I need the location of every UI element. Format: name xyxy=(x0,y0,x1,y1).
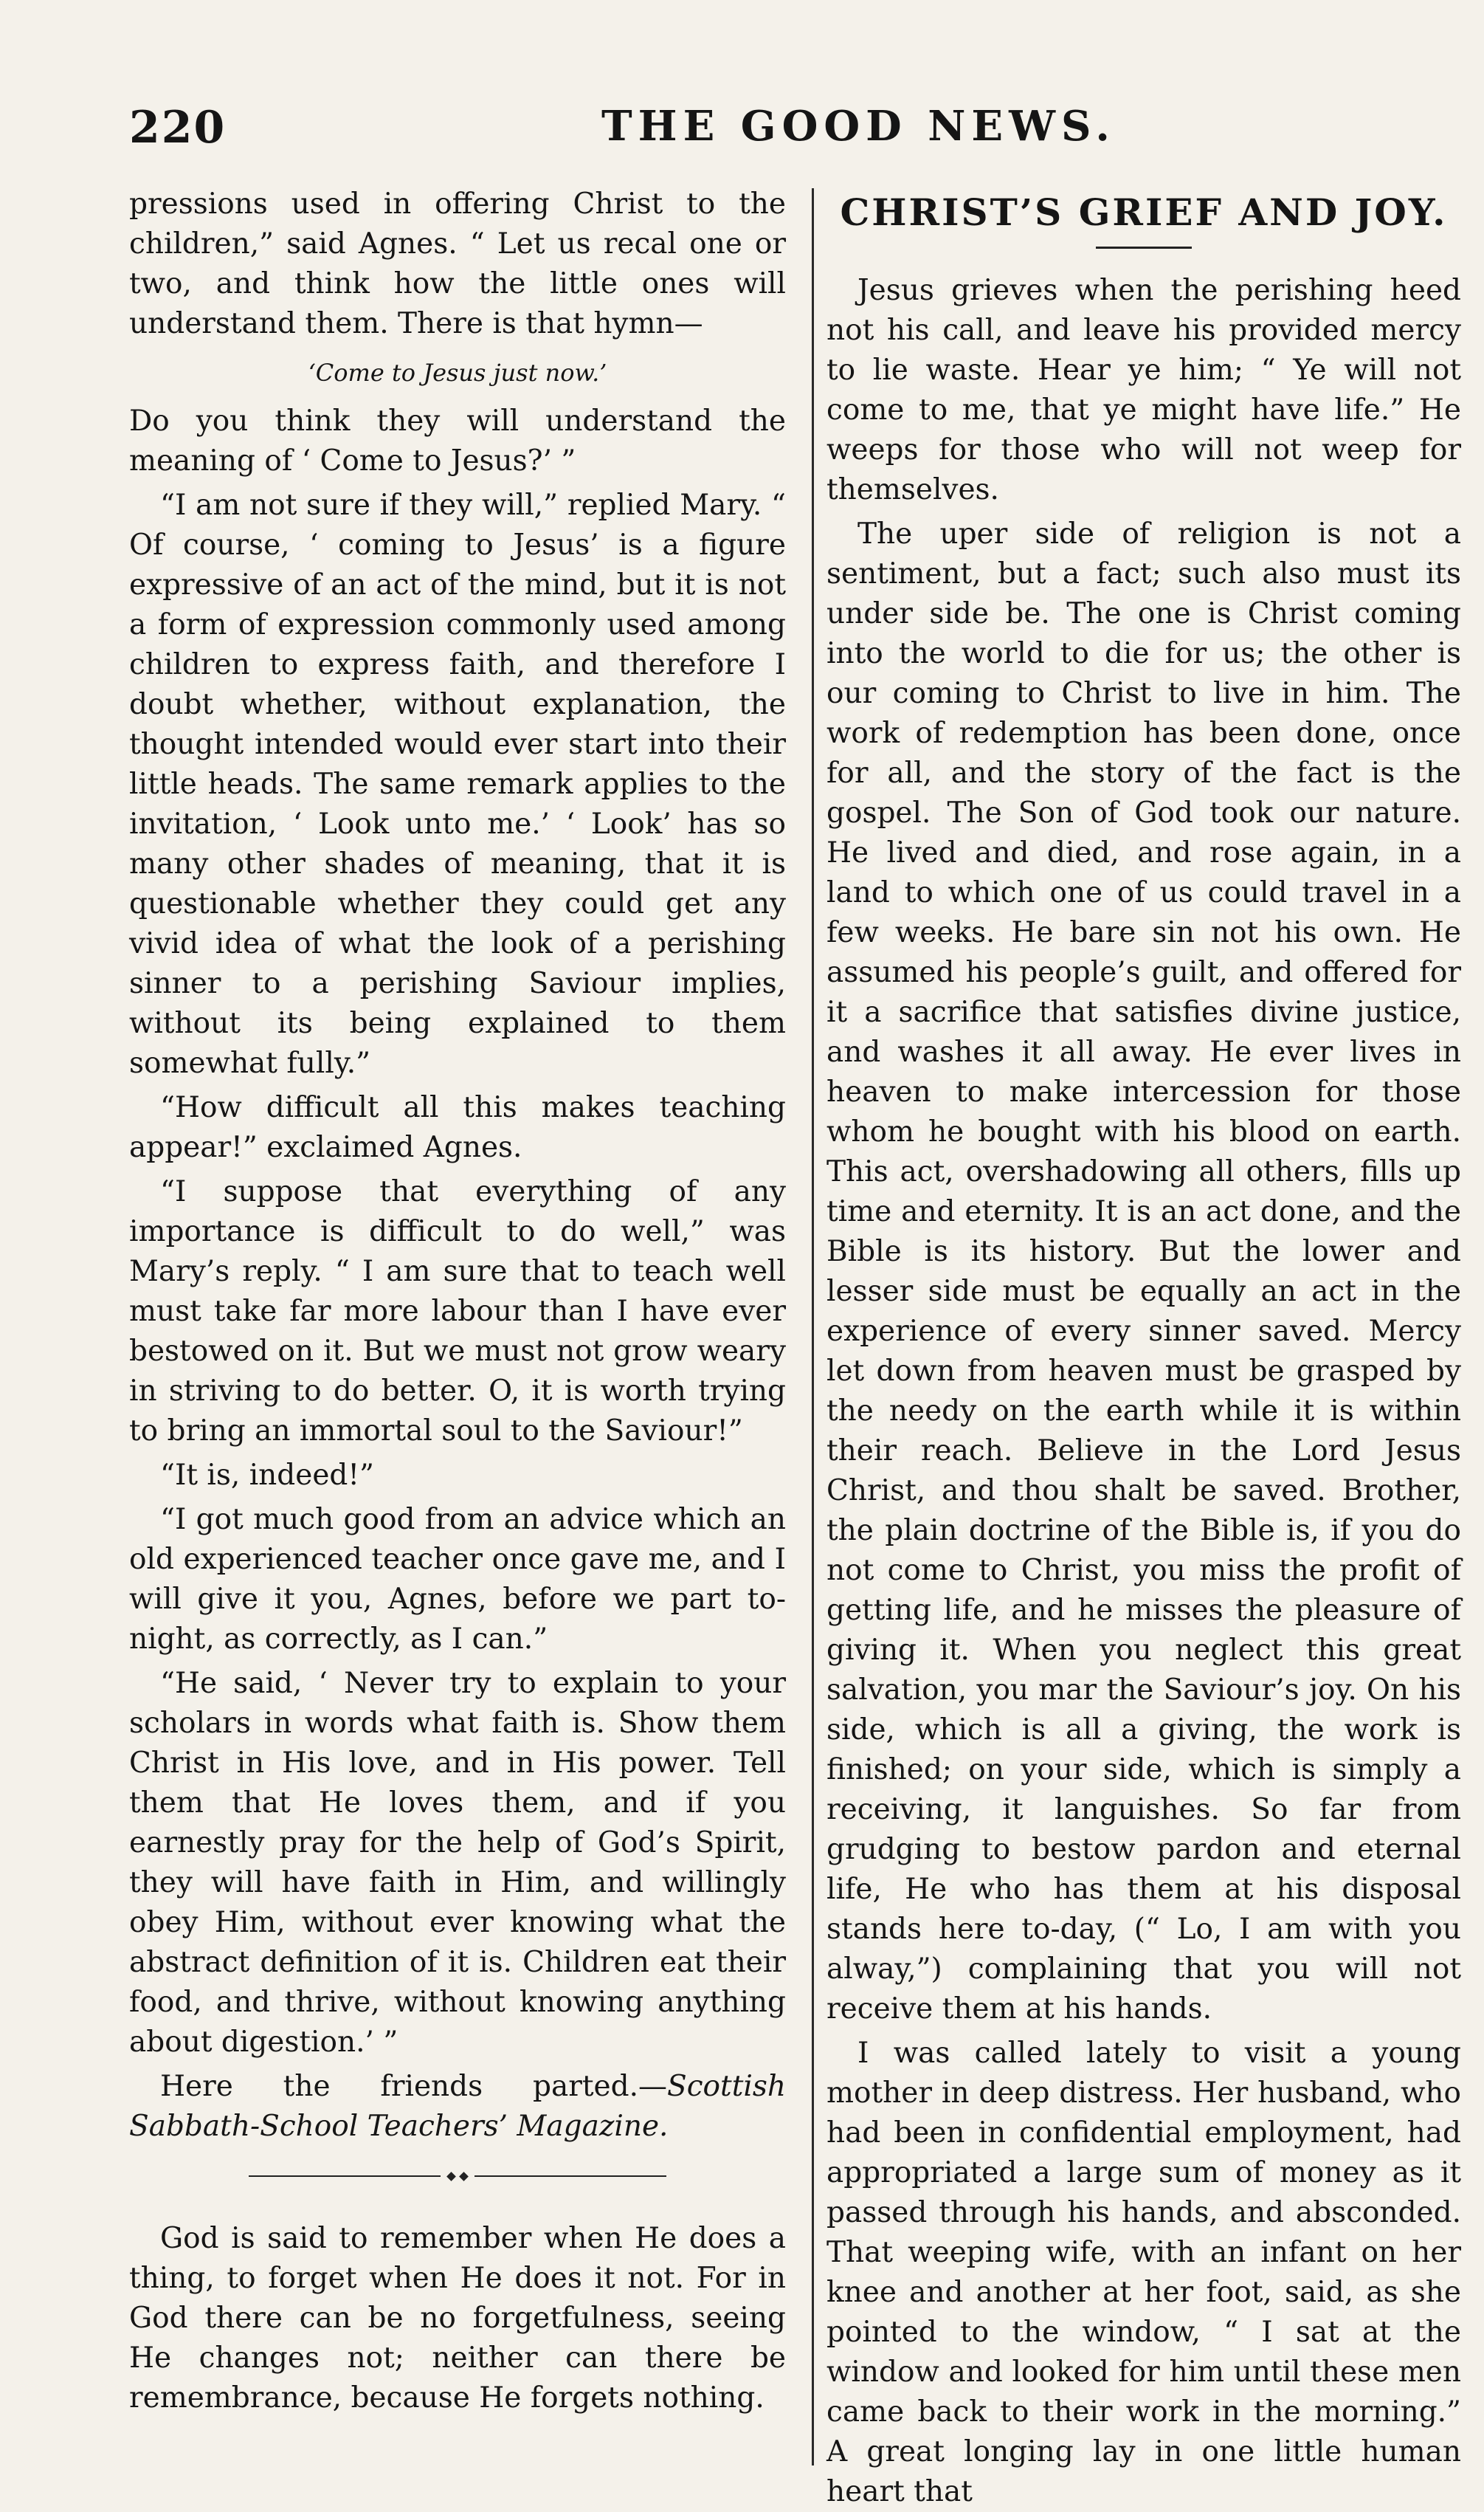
paragraph: “He said, ‘ Never try to explain to your scholars in words what faith is. Show them Christ in His love, and in His power. Tell them that He loves them, and if you earnestly pray for the help of God’s Spirit, they will have faith in Him, and willingly obey Him, without ever knowing what the abstract definition of it is. Children eat their food, and thrive, without knowing anything about digestion.’ ” xyxy=(129,1667,786,2059)
paragraph: “I suppose that everything of any importance is difficult to do well,” was Mary’s reply. “ I am sure that to teach well must take far more labour than I have ever bestowed on it. But we must not grow weary in striving to do better. O, it is worth trying to bring an immortal soul to the Saviour!” xyxy=(129,1175,786,1448)
paragraph: I was called lately to visit a young mother in deep distress. Her husband, who had been in confidential employment, had appropriated a large sum of money as it passed through his hands, and absconded. That weeping wife, with an infant on her knee and another at her foot, said, as she pointed to the window, “ I sat at the window and looked for him until these men came back to their work in the morning.” A great longing lay in one little human heart that xyxy=(826,2037,1461,2508)
paragraph: Jesus grieves when the perishing heed not his call, and leave his provided mercy to lie waste. Hear ye him; “ Ye will not come to me, that ye might have life.” He weeps for those who will not weep for themselves. xyxy=(826,274,1461,506)
paragraph: “I am not sure if they will,” replied Mary. “ Of course, ‘ coming to Jesus’ is a figure expressive of an act of the mind, but it is not a form of expression commonly used among children to express faith, and therefore I doubt whether, without explanation, the thought intended would ever start into their little heads. The same remark applies to the invitation, ‘ Look unto me.’ ‘ Look’ has so many other shades of meaning, that it is questionable whether they could get any vivid idea of what the look of a perishing sinner to a perishing Saviour implies, without its being explained to them somewhat fully.” xyxy=(129,489,786,1080)
paragraph: The uper side of religion is not a sentiment, but a fact; such also must its under side be. The one is Christ coming into the world to die for us; the other is our coming to Christ to live in him. The work of redemption has been done, once for all, and the story of the fact is the gospel. The Son of God took our nature. He lived and died, and rose again, in a land to which one of us could travel in a few weeks. He bare sin not his own. He assumed his people’s guilt, and offered for it a sacrifice that satisfies divine justice, and washes it all away. He ever lives in heaven to make intercession for those whom he bought with his blood on earth. This act, overshadowing all others, fills up time and eternity. It is an act done, and the Bible is its history. But the lower and lesser side must be equally an act in the experience of every sinner saved. Mercy let down from heaven must be grasped by the needy on the earth while it is within their reach. Believe in the Lord Jesus Christ, and thou shalt be saved. Brother, the plain doctrine of the Bible is, if you do not come to Christ, you miss the profit of getting life, and he misses the pleasure of giving it. When you neglect this great salvation, you mar the Saviour’s joy. On his side, which is all a giving, the work is finished; on your side, which is simply a receiving, it languishes. So far from grudging to bestow pardon and eternal life, He who has them at his disposal stands here to-day, (“ Lo, I am with you alway,”) complaining that you will not receive them at his hands. xyxy=(826,517,1461,2026)
left-column xyxy=(129,185,786,2473)
closing-remark: God is said to remember when He does a thing, to forget when He does it not. For in God there can be no forgetfulness, seeing He changes not; neither can there be remembrance, because He forgets nothing. xyxy=(129,2222,786,2415)
page-number: 220 xyxy=(129,102,227,154)
hymn-line: ‘Come to Jesus just now.’ xyxy=(308,359,607,387)
source-attribution: Scottish Sabbath-School Teachers’ Magazine. xyxy=(129,2070,786,2143)
article-title: CHRIST’S GRIEF AND JOY. xyxy=(840,190,1448,234)
ornament-divider xyxy=(129,2169,786,2184)
paragraph: “I got much good from an advice which an old experienced teacher once gave me, and I will give it you, Agnes, before we part to-night, as correctly, as I can.” xyxy=(129,1503,786,1656)
paragraph: “How difficult all this makes teaching appear!” exclaimed Agnes. xyxy=(129,1091,786,1164)
divider-line-left xyxy=(249,2175,441,2177)
closing-paragraph xyxy=(129,2067,786,2147)
right-column xyxy=(826,185,1461,2508)
paragraph: “It is, indeed!” xyxy=(160,1459,374,1492)
column-divider xyxy=(812,188,814,2465)
paragraph: Do you think they will understand the meaning of ‘ Come to Jesus?’ ” xyxy=(129,405,786,478)
running-title: THE GOOD NEWS. xyxy=(601,102,1116,151)
opening-paragraph: pressions used in offering Christ to the children,” said Agnes. “ Let us recal one or two, and think how the little ones will understand them. There is that hymn— xyxy=(129,187,786,340)
closing-text: Here the friends parted.— xyxy=(160,2070,667,2103)
page-header xyxy=(129,87,1465,168)
divider-line-right xyxy=(474,2175,666,2177)
diamond-ornament-icon xyxy=(446,2172,469,2181)
title-rule xyxy=(1096,247,1192,249)
